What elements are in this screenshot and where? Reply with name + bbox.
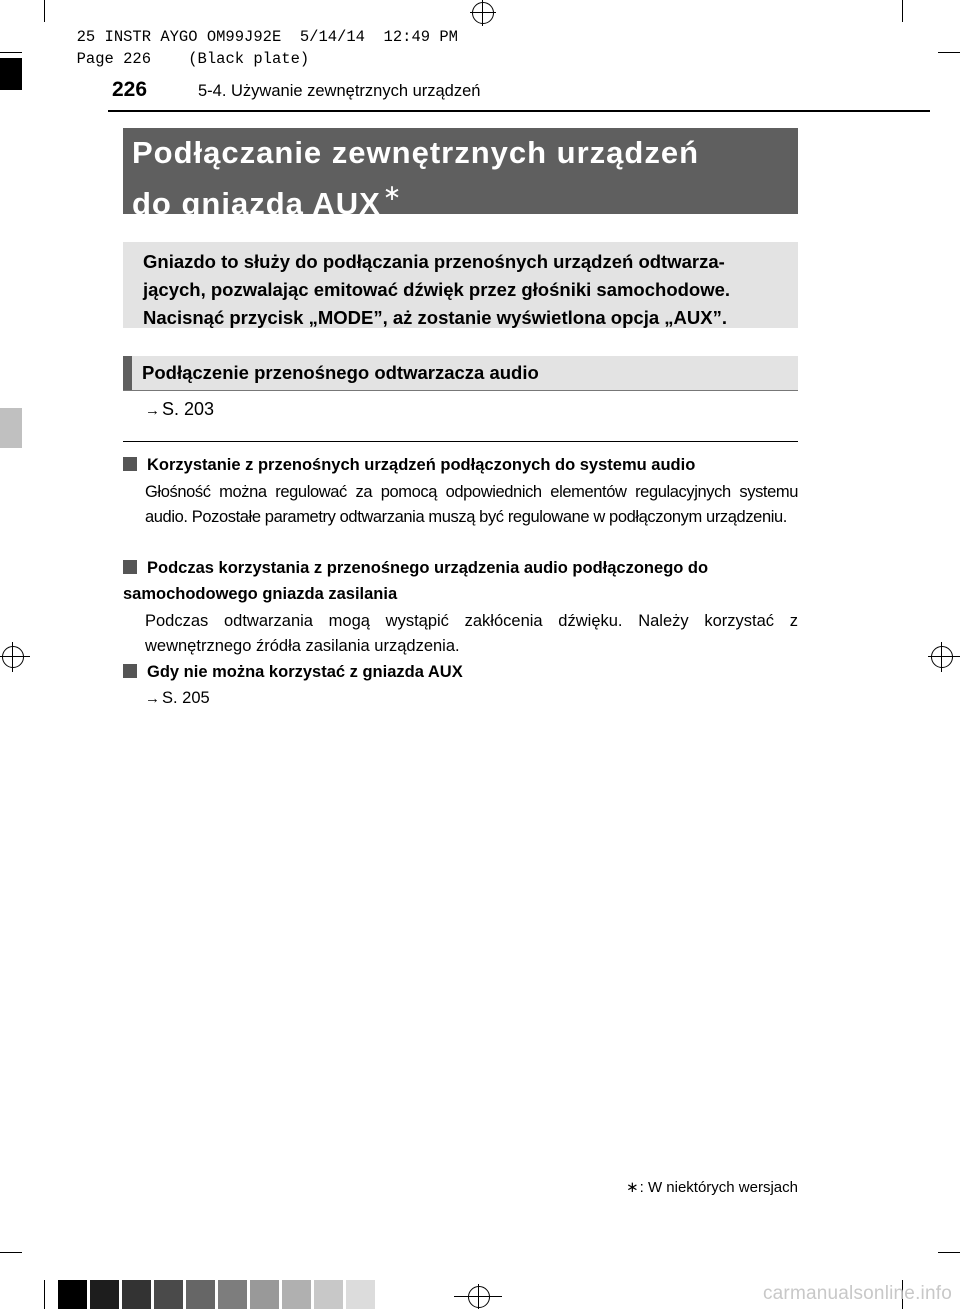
page-reference-text: S. 205 bbox=[162, 689, 210, 707]
section-body: Podczas odtwarzania mogą wystąpić zakłócenia dźwięku. Należy korzystać z wewnętrznego źródła zasilania urządzenia. bbox=[145, 612, 798, 655]
page-number: 226 bbox=[112, 78, 148, 101]
intro-box bbox=[123, 242, 798, 328]
color-swatch bbox=[346, 1280, 375, 1309]
title-line-2 bbox=[132, 173, 798, 224]
crop-mark-top-right bbox=[938, 52, 960, 53]
title-banner bbox=[123, 128, 798, 221]
square-bullet-icon bbox=[123, 560, 137, 574]
subheading-rule bbox=[123, 390, 798, 391]
footnote-text: : W niektórych wersjach bbox=[639, 1179, 798, 1196]
section-heading bbox=[123, 452, 798, 478]
printer-slug bbox=[58, 4, 458, 68]
color-swatch bbox=[218, 1280, 247, 1309]
section-heading-text: Podczas korzystania z przenośnego urządzenia audio podłączonego do samochodowego gniazda zasilania bbox=[123, 559, 709, 603]
registration-mark-bottom-center bbox=[454, 1284, 502, 1309]
color-swatch bbox=[314, 1280, 343, 1309]
slug-divider-left bbox=[44, 0, 45, 22]
page-reference[interactable] bbox=[145, 399, 214, 420]
subheading: Podłączenie przenośnego odtwarzacza audio bbox=[123, 356, 798, 390]
color-swatch bbox=[122, 1280, 151, 1309]
intro-line: Nacisnąć przycisk „MODE”, aż zostanie wyświetlona opcja „AUX”. bbox=[143, 307, 727, 328]
square-bullet-icon bbox=[123, 664, 137, 678]
crop-mark-top-left bbox=[0, 52, 22, 53]
section-divider bbox=[123, 441, 798, 442]
section-body: Głośność można regulować za pomocą odpowiednich elementów regulacyjnych systemu audio. Pozostałe parametry odtwarzania muszą być regulowane w podłączonym urządzeniu. bbox=[145, 483, 798, 526]
intro-line: Gniazdo to służy do podłączania przenośnych urządzeń odtwarza- bbox=[143, 251, 725, 272]
side-tab-black bbox=[0, 58, 22, 90]
section-heading bbox=[123, 659, 798, 685]
crop-mark-bottom-left bbox=[0, 1252, 22, 1253]
color-swatch bbox=[90, 1280, 119, 1309]
arrow-right-icon: → bbox=[145, 690, 160, 707]
arrow-right-icon: → bbox=[145, 402, 160, 419]
color-swatch bbox=[250, 1280, 279, 1309]
registration-mark-top-center bbox=[470, 0, 496, 26]
slug-page: Page 226 bbox=[76, 50, 152, 68]
registration-mark-left bbox=[0, 642, 30, 672]
section-title: 5-4. Używanie zewnętrznych urządzeń bbox=[198, 82, 481, 100]
slug-divider-right bbox=[902, 0, 903, 22]
crop-mark-bottom-right bbox=[938, 1252, 960, 1253]
watermark[interactable]: carmanualsonline.info bbox=[762, 1283, 952, 1304]
footnote bbox=[626, 1178, 798, 1196]
slug-filename: 25 INSTR AYGO OM99J92E 5/14/14 12:49 PM bbox=[76, 28, 458, 46]
header-rule bbox=[108, 110, 930, 112]
title-line-1: Podłączanie zewnętrznych urządzeń bbox=[132, 135, 700, 170]
section-heading bbox=[123, 555, 798, 607]
page-reference[interactable] bbox=[145, 689, 210, 708]
title-line-2-text: do gniazda AUX bbox=[132, 186, 381, 221]
crop-mark-bottom-left-v bbox=[44, 1280, 45, 1309]
side-tab-gray bbox=[0, 408, 22, 448]
square-bullet-icon bbox=[123, 457, 137, 471]
page-reference-text: S. 203 bbox=[162, 399, 215, 419]
color-swatch bbox=[58, 1280, 87, 1309]
color-swatch bbox=[282, 1280, 311, 1309]
registration-mark-right bbox=[928, 642, 960, 672]
intro-line: jących, pozwalając emitować dźwięk przez głośniki samochodowe. bbox=[143, 279, 731, 300]
asterisk-icon: ∗ bbox=[382, 180, 403, 205]
asterisk-icon: ∗ bbox=[626, 1179, 639, 1196]
color-swatch bbox=[186, 1280, 215, 1309]
section-heading-text: Gdy nie można korzystać z gniazda AUX bbox=[147, 663, 463, 681]
slug-plate: (Black plate) bbox=[188, 50, 310, 68]
section-heading-text: Korzystanie z przenośnych urządzeń podłączonych do systemu audio bbox=[147, 456, 696, 474]
color-swatch bbox=[154, 1280, 183, 1309]
